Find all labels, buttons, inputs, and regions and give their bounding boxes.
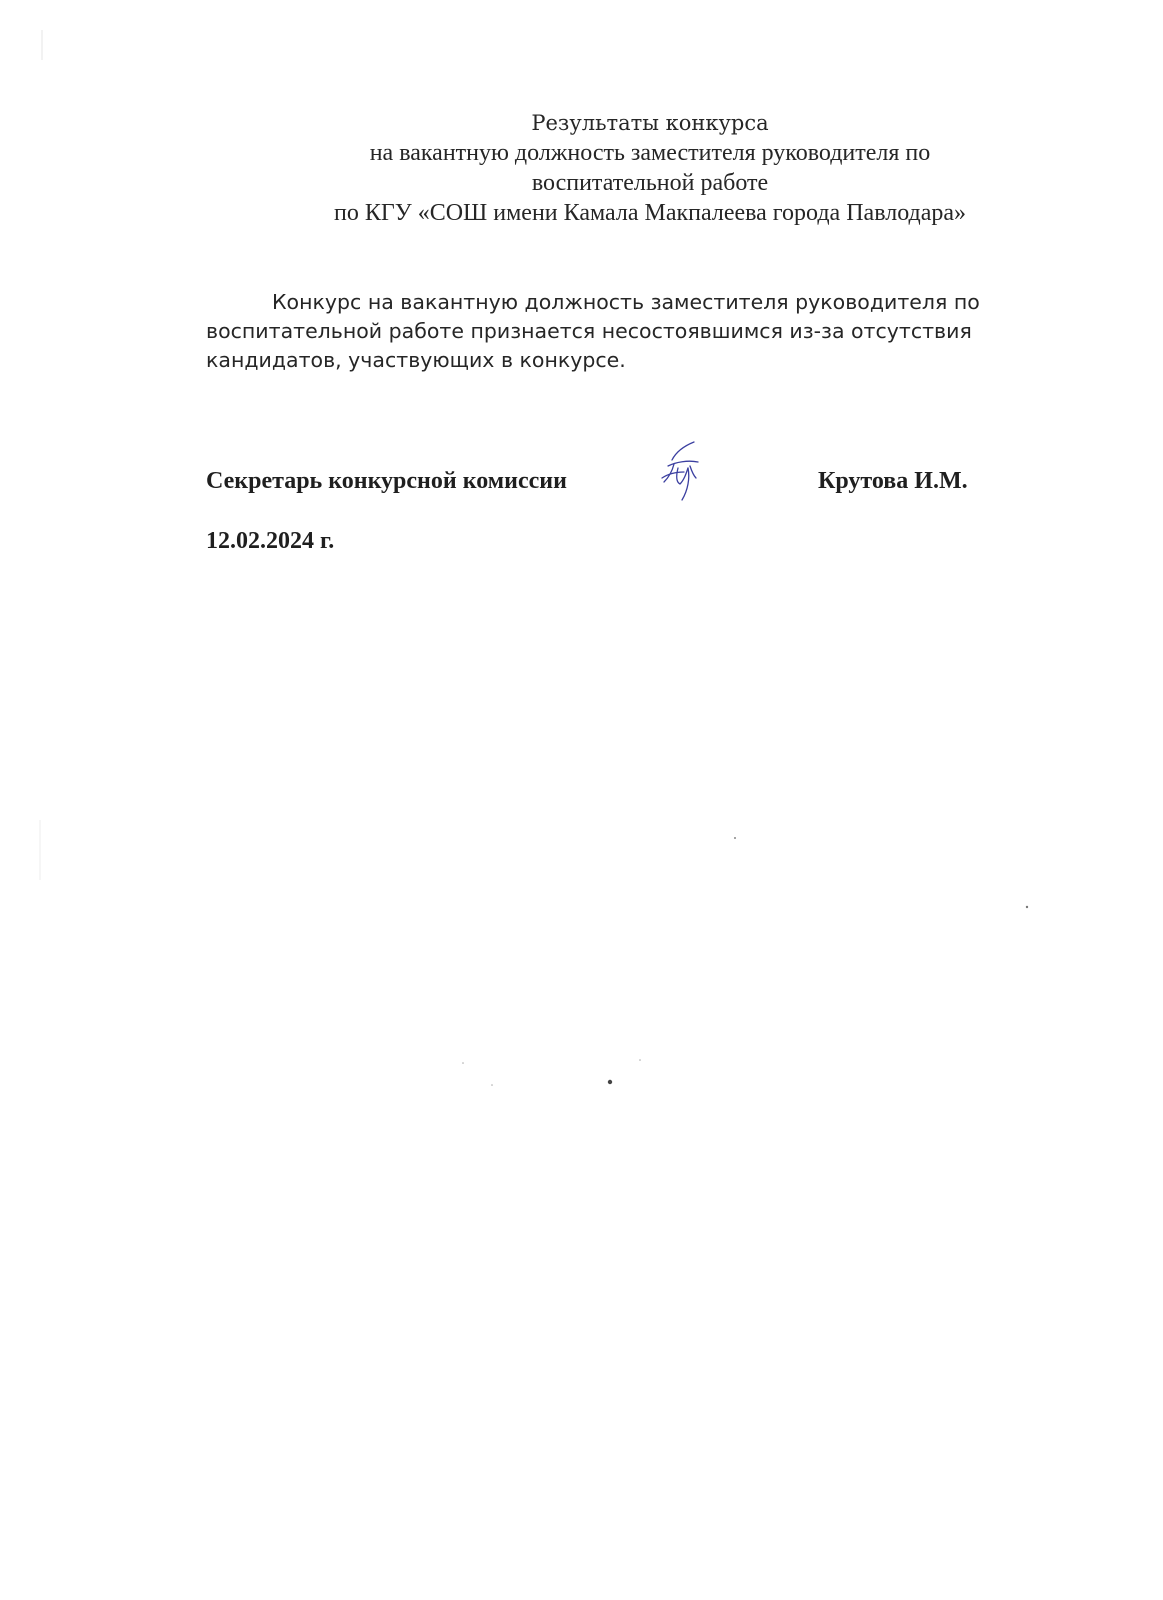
body-line: Конкурс на вакантную должность заместителя руководителя по (272, 290, 980, 314)
title-line: воспитательной работе (531, 170, 769, 196)
title-line: Результаты конкурса (531, 111, 769, 135)
body-paragraph (206, 288, 1006, 375)
body-line: кандидатов, участвующих в конкурсе. (206, 348, 626, 372)
title-line: по КГУ «СОШ имени Камала Макпалеева города Павлодара» (333, 200, 967, 226)
document-title (290, 108, 1010, 228)
signature-block (206, 468, 1006, 508)
body-line: воспитательной работе признается несостоявшимся из-за отсутствия (206, 319, 972, 343)
signatory-name: Крутова И.М. (818, 468, 968, 494)
handwritten-signature (654, 438, 710, 508)
signatory-role: Секретарь конкурсной комиссии (206, 468, 567, 494)
document-date: 12.02.2024 г. (206, 528, 335, 554)
title-line: на вакантную должность заместителя руководителя по (369, 140, 931, 166)
